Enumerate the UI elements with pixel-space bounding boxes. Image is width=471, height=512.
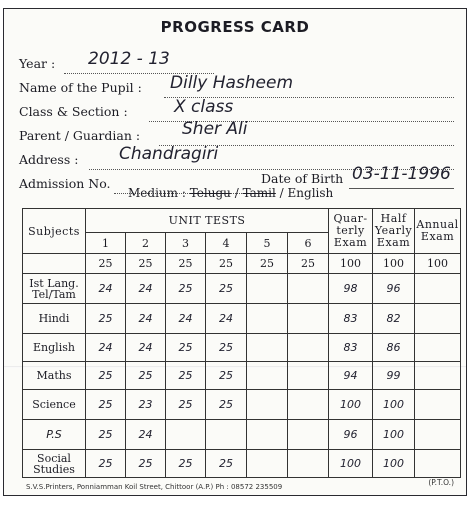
mark-cell: [415, 450, 461, 478]
mark-cell: 99: [373, 362, 415, 390]
subject-name: P.S: [23, 420, 86, 450]
card-title: PROGRESS CARD: [160, 18, 310, 36]
max-mark: 100: [329, 254, 373, 274]
dob-line: [349, 187, 454, 189]
admission-label: Admission No.: [19, 176, 111, 191]
mark-cell: 25: [86, 420, 126, 450]
mark-cell: [288, 274, 329, 304]
mark-cell: 25: [166, 334, 206, 362]
mark-cell: 94: [329, 362, 373, 390]
medium-tamil: Tamil: [242, 186, 276, 200]
mark-cell: 25: [166, 450, 206, 478]
address-value: Chandragiri: [119, 144, 219, 164]
table-row: [23, 362, 461, 390]
unit-number: 4: [206, 233, 247, 254]
annual-header: Annual Exam: [415, 209, 461, 254]
mark-cell: 96: [329, 420, 373, 450]
mark-cell: 24: [86, 334, 126, 362]
dob-value: 03-11-1996: [352, 164, 451, 184]
table-row: [23, 420, 461, 450]
subject-name: Social Studies: [23, 450, 86, 478]
year-label: Year :: [19, 56, 56, 71]
mark-cell: 100: [329, 390, 373, 420]
mark-cell: 82: [373, 304, 415, 334]
mark-cell: 25: [166, 362, 206, 390]
mark-cell: [247, 420, 288, 450]
table-row: [23, 334, 461, 362]
unit-number: 1: [86, 233, 126, 254]
max-mark: 25: [86, 254, 126, 274]
max-mark: 100: [415, 254, 461, 274]
mark-cell: 25: [206, 390, 247, 420]
mark-cell: [166, 420, 206, 450]
max-mark: 25: [206, 254, 247, 274]
mark-cell: [247, 362, 288, 390]
subject-name: Ist Lang. Tel/Tam: [23, 274, 86, 304]
medium-line: [128, 186, 333, 200]
unit-tests-header: UNIT TESTS: [86, 209, 329, 233]
medium-english: English: [287, 186, 334, 200]
max-marks-blank: [23, 254, 86, 274]
subject-name: Maths: [23, 362, 86, 390]
mark-cell: [247, 450, 288, 478]
mark-cell: 25: [126, 362, 166, 390]
subject-name: Science: [23, 390, 86, 420]
table-row: [23, 450, 461, 478]
medium-telugu: Telugu: [189, 186, 231, 200]
half-yearly-header: Half Yearly Exam: [373, 209, 415, 254]
mark-cell: [288, 334, 329, 362]
mark-cell: [288, 390, 329, 420]
year-value: 2012 - 13: [88, 49, 170, 69]
mark-cell: [415, 420, 461, 450]
unit-number: 3: [166, 233, 206, 254]
medium-separator: /: [234, 186, 239, 200]
class-value: X class: [174, 97, 234, 117]
medium-separator: /: [279, 186, 284, 200]
mark-cell: 25: [86, 304, 126, 334]
pupil-value: Dilly Hasheem: [170, 73, 294, 93]
table-row: [23, 304, 461, 334]
mark-cell: [415, 390, 461, 420]
mark-cell: [247, 334, 288, 362]
subject-name: Hindi: [23, 304, 86, 334]
mark-cell: 24: [126, 334, 166, 362]
pto-note: (P.T.O.): [428, 478, 454, 487]
medium-label: Medium :: [128, 186, 186, 200]
table-row: [23, 390, 461, 420]
mark-cell: [247, 390, 288, 420]
mark-cell: 100: [329, 450, 373, 478]
mark-cell: 25: [86, 450, 126, 478]
mark-cell: [415, 274, 461, 304]
unit-number: 2: [126, 233, 166, 254]
table-row: [23, 274, 461, 304]
pupil-label: Name of the Pupil :: [19, 80, 142, 95]
max-mark: 100: [373, 254, 415, 274]
mark-cell: [288, 362, 329, 390]
mark-cell: 100: [373, 450, 415, 478]
mark-cell: 24: [126, 420, 166, 450]
subject-name: English: [23, 334, 86, 362]
mark-cell: 24: [166, 304, 206, 334]
mark-cell: 25: [166, 390, 206, 420]
mark-cell: 25: [206, 274, 247, 304]
unit-number: 6: [288, 233, 329, 254]
parent-label: Parent / Guardian :: [19, 128, 141, 143]
mark-cell: 25: [166, 274, 206, 304]
mark-cell: [415, 362, 461, 390]
mark-cell: [247, 304, 288, 334]
unit-number: 5: [247, 233, 288, 254]
mark-cell: [206, 420, 247, 450]
mark-cell: 25: [206, 362, 247, 390]
mark-cell: [288, 450, 329, 478]
mark-cell: 86: [373, 334, 415, 362]
mark-cell: 25: [126, 450, 166, 478]
mark-cell: [247, 274, 288, 304]
mark-cell: 24: [126, 304, 166, 334]
max-mark: 25: [166, 254, 206, 274]
quarterly-header: Quar- terly Exam: [329, 209, 373, 254]
mark-cell: 24: [126, 274, 166, 304]
class-label: Class & Section :: [19, 104, 128, 119]
mark-cell: 98: [329, 274, 373, 304]
mark-cell: 25: [206, 334, 247, 362]
mark-cell: 100: [373, 390, 415, 420]
mark-cell: [288, 420, 329, 450]
parent-value: Sher Ali: [182, 119, 248, 139]
mark-cell: 24: [206, 304, 247, 334]
mark-cell: [288, 304, 329, 334]
address-label: Address :: [19, 152, 79, 167]
max-mark: 25: [247, 254, 288, 274]
mark-cell: 25: [86, 362, 126, 390]
mark-cell: 25: [86, 390, 126, 420]
max-mark: 25: [288, 254, 329, 274]
mark-cell: 96: [373, 274, 415, 304]
dob-label: Date of Birth: [261, 171, 344, 186]
mark-cell: 83: [329, 304, 373, 334]
mark-cell: 24: [86, 274, 126, 304]
mark-cell: 23: [126, 390, 166, 420]
marks-table: [22, 208, 461, 478]
max-mark: 25: [126, 254, 166, 274]
progress-card: [3, 8, 467, 496]
max-marks-row: [23, 254, 461, 274]
mark-cell: 83: [329, 334, 373, 362]
mark-cell: [415, 334, 461, 362]
table-header-row: [23, 209, 461, 233]
printer-credit: S.V.S.Printers, Ponniamman Koil Street, Chittoor (A.P.) Ph : 08572 235509: [26, 483, 283, 491]
subjects-header: Subjects: [23, 209, 86, 254]
mark-cell: 25: [206, 450, 247, 478]
mark-cell: 100: [373, 420, 415, 450]
mark-cell: [415, 304, 461, 334]
